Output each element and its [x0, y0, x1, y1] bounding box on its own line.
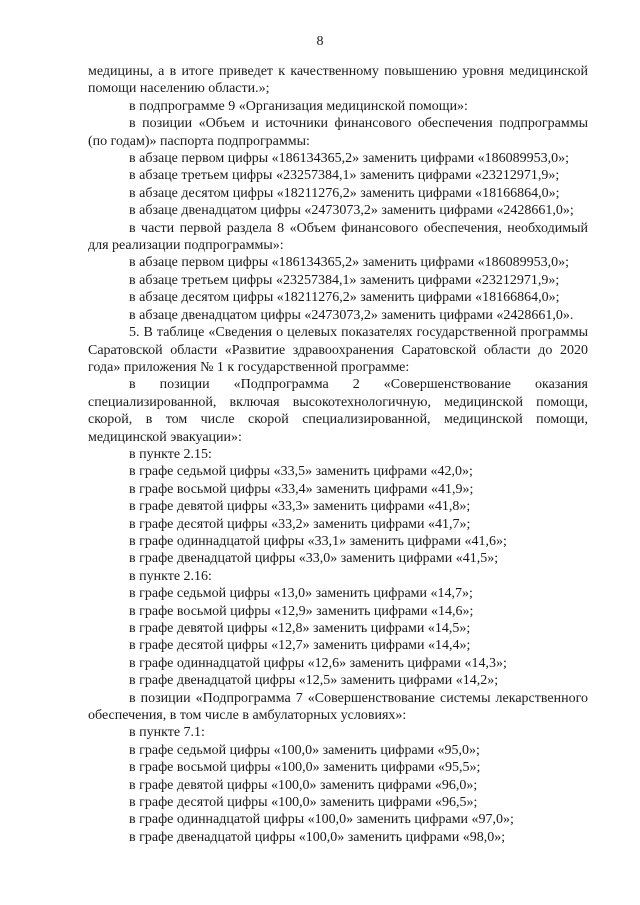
paragraph: в графе десятой цифры «100,0» заменить цифрами «96,5»; [129, 795, 478, 811]
paragraph: в пункте 2.16: [129, 568, 212, 584]
paragraph: в графе двенадцатой цифры «100,0» заменить цифрами «98,0»; [129, 829, 506, 845]
paragraph: в графе одиннадцатой цифры «12,6» заменить цифрами «14,3»; [129, 655, 507, 671]
paragraph: в графе седьмой цифры «33,5» заменить цифрами «42,0»; [129, 464, 473, 480]
paragraph: в части первой раздела 8 «Объем финансового обеспечения, необходимый для реализации подпрограммы»: [88, 220, 588, 254]
paragraph: в абзаце десятом цифры «18211276,2» заменить цифрами «18166864,0»; [129, 185, 560, 201]
paragraph: в графе восьмой цифры «12,9» заменить цифрами «14,6»; [129, 603, 474, 619]
paragraph: в позиции «Подпрограмма 2 «Совершенствование оказания специализированной, включая высокотехнологичную, медицинской помощи, скорой, в том числе скорой специализированной, медицинской помощи, медицинской эвакуации»: [88, 377, 588, 445]
paragraph: в абзаце первом цифры «186134365,2» заменить цифрами «186089953,0»; [129, 255, 569, 271]
paragraph: в абзаце двенадцатом цифры «2473073,2» заменить цифрами «2428661,0». [129, 307, 574, 323]
paragraph: в подпрограмме 9 «Организация медицинской помощи»: [129, 98, 468, 114]
page-number: 8 [316, 34, 324, 49]
paragraph: в графе десятой цифры «33,2» заменить цифрами «41,7»; [129, 516, 471, 532]
paragraph: в графе девятой цифры «12,8» заменить цифрами «14,5»; [129, 621, 471, 636]
paragraph: в позиции «Подпрограмма 7 «Совершенствование системы лекарственного обеспечения, в том числе в амбулаторных условиях»: [88, 690, 588, 724]
paragraph: в графе одиннадцатой цифры «33,1» заменить цифрами «41,6»; [129, 533, 507, 549]
paragraph: в пункте 7.1: [129, 725, 205, 741]
paragraph: в графе седьмой цифры «100,0» заменить цифрами «95,0»; [129, 742, 480, 758]
paragraph: в графе десятой цифры «12,7» заменить цифрами «14,4»; [129, 638, 471, 654]
paragraph: в графе двенадцатой цифры «33,0» заменить цифрами «41,5»; [129, 551, 499, 567]
paragraph: медицины, а в итоге приведет к качественному повышению уровня медицинской помощи населению области.»; [88, 64, 588, 97]
paragraph: в графе восьмой цифры «100,0» заменить цифрами «95,5»; [129, 760, 481, 776]
paragraph: в абзаце третьем цифры «23257384,1» заменить цифрами «23212971,9»; [129, 272, 560, 288]
paragraph: в графе восьмой цифры «33,4» заменить цифрами «41,9»; [129, 481, 474, 497]
paragraph: в абзаце двенадцатом цифры «2473073,2» заменить цифрами «2428661,0»; [129, 203, 574, 219]
paragraph: в графе одиннадцатой цифры «100,0» заменить цифрами «97,0»; [129, 812, 514, 828]
paragraph: в пункте 2.15: [129, 446, 212, 462]
paragraph: в графе девятой цифры «100,0» заменить цифрами «96,0»; [129, 777, 478, 793]
paragraph: в абзаце десятом цифры «18211276,2» заменить цифрами «18166864,0»; [129, 290, 560, 306]
document-body [88, 63, 588, 846]
paragraph: в абзаце третьем цифры «23257384,1» заменить цифрами «23212971,9»; [129, 168, 560, 184]
paragraph: 5. В таблице «Сведения о целевых показателях государственной программы Саратовской области «Развитие здравоохранения Саратовской области до 2020 года» приложения № 1 к государственной программе: [88, 325, 588, 375]
paragraph: в графе двенадцатой цифры «12,5» заменить цифрами «14,2»; [129, 673, 499, 689]
paragraph: в графе девятой цифры «33,3» заменить цифрами «41,8»; [129, 499, 471, 515]
paragraph: в графе седьмой цифры «13,0» заменить цифрами «14,7»; [129, 586, 473, 602]
paragraph: в позиции «Объем и источники финансового обеспечения подпрограммы (по годам)» паспорта подпрограммы: [88, 116, 588, 149]
paragraph: в абзаце первом цифры «186134365,2» заменить цифрами «186089953,0»; [129, 151, 569, 167]
